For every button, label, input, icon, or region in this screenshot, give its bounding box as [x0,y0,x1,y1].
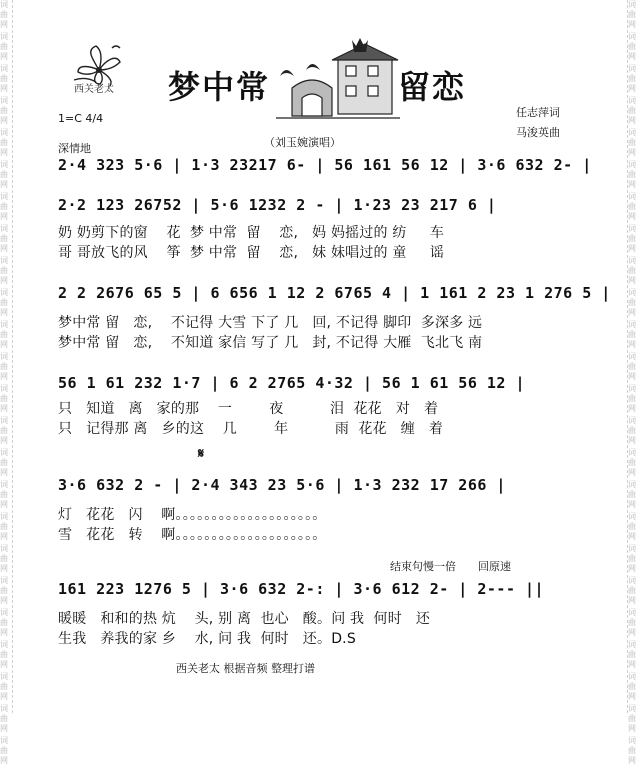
watermark-text: 词曲网 [0,448,8,477]
lyrics-line-2: 梦中常 留 恋, 不知道 家信 写了 几 封, 不记得 大雁 飞北飞 南 [58,335,483,351]
watermark-text: 词曲网 [0,160,8,189]
watermark-text: 词曲网 [628,416,636,445]
watermark-text: 词曲网 [628,320,636,349]
watermark-text: 词曲网 [0,608,8,637]
watermark-text: 词曲网 [0,736,8,765]
lyrics-line-1: 奶 奶剪下的窗 花 梦 中常 留 恋, 妈 妈摇过的 纺 车 [58,225,445,241]
watermark-text: 词曲网 [628,224,636,253]
watermark-text: 词曲网 [628,64,636,93]
watermark-text: 词曲网 [0,32,8,61]
watermark-text: 词曲网 [628,608,636,637]
lyrics-line-1: 只 知道 离 家的那 一 夜 泪 花花 对 着 [58,401,439,417]
watermark-text: 词曲网 [0,704,8,733]
watermark-text: 词曲网 [0,416,8,445]
watermark-text: 词曲网 [628,448,636,477]
watermark-text: 词曲网 [0,96,8,125]
lyrics-line-2: 生我 养我的家 乡 水, 问 我 何时 还。D.S [58,631,356,647]
watermark-text: 词曲网 [628,160,636,189]
watermark-text: 词曲网 [628,352,636,381]
credit-line: 西关老太 根据音频 整理打谱 [176,662,315,675]
watermark-text: 词曲网 [628,640,636,669]
watermark-text: 词曲网 [628,32,636,61]
watermark-text: 词曲网 [0,640,8,669]
watermark-text: 词曲网 [628,736,636,765]
watermark-text: 词曲网 [628,576,636,605]
watermark-text: 词曲网 [0,64,8,93]
annotation-tempo: 回原速 [478,560,511,573]
watermark-strip-left [0,0,13,765]
watermark-text: 词曲网 [0,128,8,157]
lyrics-line-1: 灯 花花 闪 啊。。。。。。。。。。。。。。。。。。。。 [58,507,327,523]
watermark-text: 词曲网 [0,256,8,285]
watermark-text: 词曲网 [628,128,636,157]
watermark-text: 词曲网 [0,288,8,317]
watermark-text: 词曲网 [628,0,636,29]
watermark-text: 词曲网 [628,96,636,125]
lyrics-line-2: 只 记得那 离 乡的这 几 年 雨 花花 缠 着 [58,421,444,437]
watermark-text: 词曲网 [628,544,636,573]
watermark-text: 词曲网 [628,256,636,285]
watermark-text: 词曲网 [0,512,8,541]
watermark-text: 词曲网 [0,192,8,221]
watermark-text: 词曲网 [628,480,636,509]
watermark-text: 词曲网 [628,672,636,701]
notation-row: 2·4 323 5·6 | 1·3 23217 6- | 56 161 56 12 | 3·6 632 2- | [58,156,592,174]
lyrics-line-1: 暖暖 和和的热 炕 头, 别 离 也心 酸。问 我 何时 还 [58,611,431,627]
notation-row: 2·2 123 26752 | 5·6 1232 2 - | 1·23 23 217 6 | [58,196,497,214]
notation-row: 161 223 1276 5 | 3·6 632 2-: | 3·6 612 2- | 2--- || [58,580,545,598]
annotation-slow: 结束句慢一倍 [390,560,456,573]
watermark-text: 词曲网 [0,544,8,573]
notation-row: 2 2 2676 65 5 | 6 656 1 12 2 6765 4 | 1 161 2 23 1 276 5 | [58,284,611,302]
watermark-text: 词曲网 [628,384,636,413]
lyrics-line-2: 雪 花花 转 啊。。。。。。。。。。。。。。。。。。。。 [58,527,327,543]
watermark-text: 词曲网 [0,384,8,413]
logo-text: 西关老太 [74,84,114,95]
watermark-text: 词曲网 [628,512,636,541]
watermark-text: 词曲网 [0,576,8,605]
watermark-text: 词曲网 [0,352,8,381]
watermark-text: 词曲网 [628,288,636,317]
lyrics-line-2: 哥 哥放飞的风 筝 梦 中常 留 恋, 妹 妹唱过的 童 谣 [58,245,445,261]
village-picture-icon [276,36,400,122]
lyrics-line-1: 梦中常 留 恋, 不记得 大雪 下了 几 回, 不记得 脚印 多深多 远 [58,315,483,331]
notation-row: 56 1 61 232 1·7 | 6 2 2765 4·32 | 56 1 61 56 12 | [58,374,526,392]
watermark-text: 词曲网 [0,480,8,509]
watermark-text: 词曲网 [0,0,8,29]
watermark-text: 词曲网 [0,672,8,701]
watermark-text: 词曲网 [0,224,8,253]
lyricist: 任志萍词 [516,106,560,119]
key-signature: 1=C 4/4 [58,112,104,125]
singer: （刘玉婉演唱） [264,136,341,149]
composer: 马浚英曲 [516,126,560,139]
tempo-marking: 深情地 [58,142,91,155]
watermark-text: 词曲网 [0,320,8,349]
watermark-text: 词曲网 [628,704,636,733]
page-title-right: 留恋 [398,68,467,106]
notation-row: 3·6 632 2 - | 2·4 343 23 5·6 | 1·3 232 17 266 | [58,476,506,494]
watermark-text: 词曲网 [628,192,636,221]
page-title-left: 梦中常 [168,68,271,106]
segno-icon: 𝄋 [198,446,205,462]
watermark-strip-right [627,0,640,765]
